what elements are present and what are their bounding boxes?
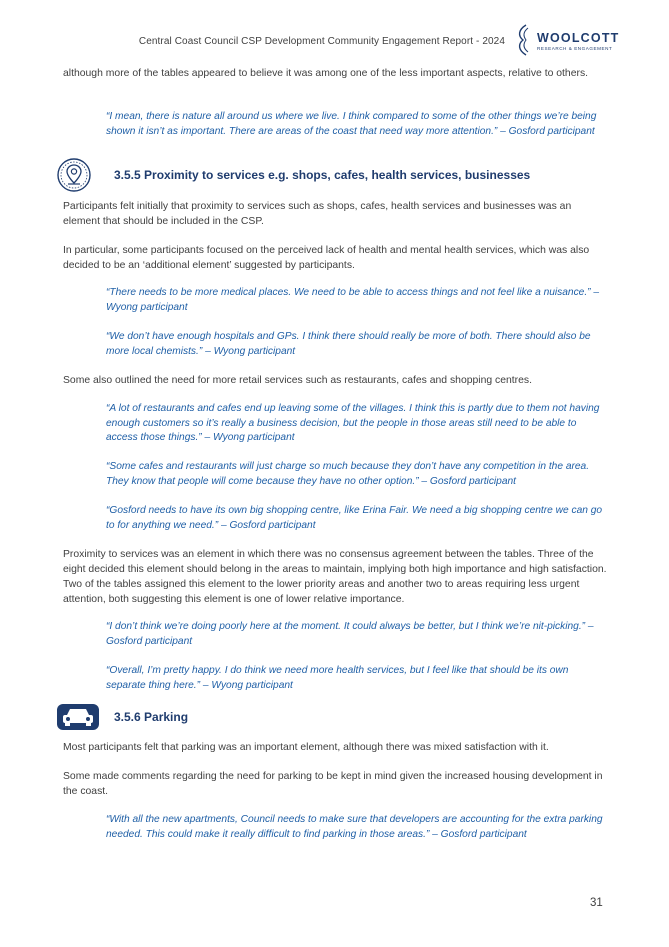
woolcott-logo xyxy=(515,22,625,58)
body-paragraph: In particular, some participants focused on the perceived lack of health and mental health services, which was also decided to be an ‘additional element’ suggested by participants. xyxy=(63,245,590,271)
quote-paragraph: “We don’t have enough hospitals and GPs. I think there should really be more of both. There should also be more local chemists.” – Wyong participant xyxy=(106,331,591,357)
body-paragraph: Some also outlined the need for more retail services such as restaurants, cafes and shopping centres. xyxy=(63,375,532,386)
quote-paragraph: “I mean, there is nature all around us where we live. I think compared to some of the other things we’re being shown it isn’t as important. There are areas of the coast that need way more attention.” – Gosford participant xyxy=(106,111,597,137)
quote-paragraph: “I don’t think we’re doing poorly here at the moment. It could always be better, but I think we’re nit-picking.” – Gosford participant xyxy=(106,621,594,647)
section-heading-text: 3.5.5 Proximity to services e.g. shops, cafes, health services, businesses xyxy=(114,168,531,182)
section-heading-text: 3.5.6 Parking xyxy=(114,710,189,724)
quote-paragraph: “Gosford needs to have its own big shopping centre, like Erina Fair. We need a big shopping centre we can go to for anything we need.” – Gosford participant xyxy=(106,505,603,531)
location-pin-badge-icon xyxy=(56,157,92,193)
quote-paragraph: “A lot of restaurants and cafes end up leaving some of the villages. I think this is partly due to them not having enough customers so it’s really a business decision, but the people in those areas still need to be able to access those things.” – Wyong participant xyxy=(106,403,600,443)
quote-paragraph: “With all the new apartments, Council needs to make sure that developers are accounting for the extra parking needed. This could make it really difficult to find parking in those areas.” – Gosford participant xyxy=(106,814,603,840)
car-icon xyxy=(56,702,100,732)
body-paragraph: although more of the tables appeared to believe it was among one of the less important aspects, relative to others. xyxy=(63,68,589,79)
logo-tagline: RESEARCH & ENGAGEMENT xyxy=(537,46,613,51)
body-paragraph: Participants felt initially that proximity to services such as shops, cafes, health services and businesses was an element that should be included in the CSP. xyxy=(63,201,572,227)
quote-paragraph: “Overall, I’m pretty happy. I do think we need more health services, but I feel like that should be its own separate thing here.” – Wyong participant xyxy=(106,665,569,691)
body-paragraph: Most participants felt that parking was an important element, although there was mixed satisfaction with it. xyxy=(63,742,549,753)
woolcott-logo-mark-icon xyxy=(515,22,535,58)
page-number: 31 xyxy=(590,897,603,909)
header-title: Central Coast Council CSP Development Community Engagement Report - 2024 xyxy=(138,36,505,47)
section-heading-3-5-6 xyxy=(56,702,188,732)
quote-paragraph: “Some cafes and restaurants will just charge so much because they don’t have any competition in the area. They know that people will come because they have no other option.” – Gosford participant xyxy=(106,461,590,487)
body-paragraph: Proximity to services was an element in which there was no consensus agreement between the tables. Three of the eight decided this element should belong in the areas to maintain, implying both high importance and high satisfaction. Two of the tables assigned this element to the lower priority areas and another two to areas requiring less urgent attention, both suggesting this element is one of lower relative importance. xyxy=(63,549,607,605)
body-paragraph: Some made comments regarding the need for parking to be kept in mind given the increased housing development in the coast. xyxy=(63,771,603,797)
quote-paragraph: “There needs to be more medical places. We need to be able to access things and not feel like a nuisance.” – Wyong participant xyxy=(106,287,600,313)
logo-wordmark: WOOLCOTT xyxy=(537,31,620,45)
section-heading-3-5-5 xyxy=(56,157,530,193)
